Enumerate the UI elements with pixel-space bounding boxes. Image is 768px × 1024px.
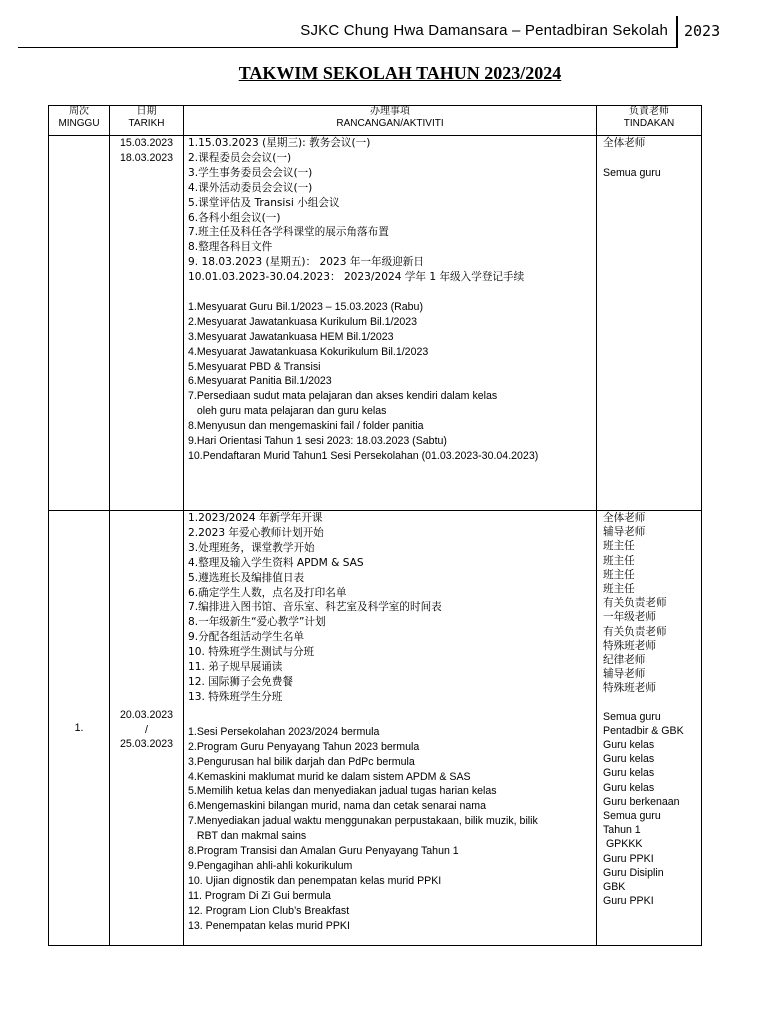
aktiviti-item-zh: 5.课堂评估及 Transisi 小组会议: [188, 196, 340, 209]
cell-aktiviti: [184, 136, 597, 511]
tindakan-item-ms: Guru PPKI: [603, 895, 654, 908]
tindakan-item-ms: GPKKK: [603, 838, 643, 851]
cell-aktiviti: [184, 511, 597, 946]
aktiviti-item-zh: 8.整理各科目文件: [188, 241, 273, 254]
aktiviti-item-zh: 8.一年级新生“爱心教学”计划: [188, 616, 326, 629]
tindakan-item-ms: Guru kelas: [603, 753, 655, 766]
header-year: 2023: [684, 22, 721, 40]
header-minggu: [49, 106, 110, 136]
header-tindakan-zh: 负責老师: [629, 106, 669, 117]
aktiviti-item-ms: 5.Mesyuarat PBD & Transisi: [188, 360, 321, 373]
tindakan-item-ms: Semua guru: [603, 810, 661, 823]
aktiviti-item-zh: 10. 特殊班学生测试与分班: [188, 646, 315, 659]
aktiviti-item-ms: 1.Mesyuarat Guru Bil.1/2023 – 15.03.2023 (Rabu): [188, 300, 423, 313]
header-school-name: SJKC Chung Hwa Damansara – Pentadbiran Sekolah: [300, 22, 668, 39]
aktiviti-item-ms: 8.Program Transisi dan Amalan Guru Penyayang Tahun 1: [188, 845, 459, 858]
tindakan-item-ms: Pentadbir & GBK: [603, 724, 684, 737]
cell-minggu: [49, 136, 110, 511]
tindakan-item-ms: Semua guru: [603, 710, 661, 723]
header-tindakan-ms: TINDAKAN: [623, 118, 675, 129]
tindakan-item-zh: 全体老师: [603, 137, 646, 149]
header-aktiviti-ms: RANCANGAN/AKTIVITI: [336, 118, 444, 129]
tindakan-item-ms: Guru kelas: [603, 739, 655, 752]
aktiviti-item-zh: 1.2023/2024 年新学年开课: [188, 512, 323, 524]
tarikh-line: 25.03.2023: [119, 738, 174, 750]
tindakan-item-ms: Guru kelas: [603, 781, 655, 794]
tarikh-line: 20.03.2023: [119, 709, 174, 721]
tarikh-line: 15.03.2023: [119, 137, 174, 149]
aktiviti-item-ms: 10. Ujian dignostik dan penempatan kelas murid PPKI: [188, 874, 442, 887]
aktiviti-item-ms: 10.Pendaftaran Murid Tahun1 Sesi Persekolahan (01.03.2023-30.04.2023): [188, 450, 539, 463]
header-tarikh-zh: 日期: [136, 106, 157, 117]
cell-tindakan: [597, 511, 702, 946]
aktiviti-item-ms: 2.Mesyuarat Jawatankuasa Kurikulum Bil.1/2023: [188, 315, 418, 328]
aktiviti-item-ms: 11. Program Di Zi Gui bermula: [188, 889, 331, 902]
aktiviti-gap: [188, 285, 596, 300]
aktiviti-gap: [188, 705, 596, 725]
tindakan-item-zh: 班主任: [603, 568, 635, 581]
aktiviti-item-zh: 7.编排进入图书馆、音乐室、科艺室及科学室的时间表: [188, 601, 442, 614]
aktiviti-item-zh: 10.01.03.2023-30.04.2023： 2023/2024 学年 1 年级入学登记手续: [188, 271, 525, 284]
aktiviti-item-ms: 9.Hari Orientasi Tahun 1 sesi 2023: 18.03.2023 (Sabtu): [188, 435, 447, 448]
aktiviti-item-zh: 13. 特殊班学生分班: [188, 690, 283, 703]
header-aktiviti-zh: 办理事項: [370, 106, 410, 117]
table-body: [49, 136, 702, 946]
aktiviti-item-ms: 7.Menyediakan jadual waktu menggunakan perpustakaan, bilik muzik, bilik: [188, 815, 538, 828]
tindakan-item-ms: Guru PPKI: [603, 852, 654, 865]
tindakan-item-zh: 班主任: [603, 554, 635, 567]
cell-tarikh: [110, 136, 184, 511]
aktiviti-item-zh: 12. 国际狮子会免费餐: [188, 675, 293, 688]
aktiviti-item-zh: 3.学生事务委员会会议(一): [188, 166, 313, 179]
table-row: [49, 511, 702, 946]
aktiviti-item-ms: 1.Sesi Persekolahan 2023/2024 bermula: [188, 725, 380, 738]
cell-minggu: [49, 511, 110, 946]
aktiviti-item-zh: 2.2023 年爱心教师计划开始: [188, 526, 324, 539]
header-minggu-ms: MINGGU: [58, 118, 100, 129]
tindakan-item-zh: 有关负责老师: [603, 597, 667, 610]
tindakan-item-zh: 班主任: [603, 540, 635, 553]
aktiviti-item-ms: 2.Program Guru Penyayang Tahun 2023 bermula: [188, 740, 420, 753]
tindakan-item-ms: Guru kelas: [603, 767, 655, 780]
table-row: [49, 136, 702, 511]
tarikh-line: /: [145, 723, 148, 736]
aktiviti-item-zh: 7.班主任及科任各学科课堂的展示角落布置: [188, 226, 389, 239]
aktiviti-item-ms: oleh guru mata pelajaran dan guru kelas: [188, 405, 387, 418]
cell-tarikh: [110, 511, 184, 946]
tindakan-item-ms: GBK: [603, 881, 626, 894]
aktiviti-item-ms: 9.Pengagihan ahli-ahli kokurikulum: [188, 859, 353, 872]
tindakan-item-zh: 辅导老师: [603, 668, 646, 681]
aktiviti-item-ms: 6.Mengemaskini bilangan murid, nama dan cetak senarai nama: [188, 800, 486, 813]
tindakan-item-zh: 全体老师: [603, 512, 646, 524]
tindakan-item-zh: 特殊班老师: [603, 639, 656, 652]
aktiviti-item-zh: 9. 18.03.2023 (星期五)： 2023 年一年级迎新日: [188, 256, 424, 269]
tindakan-gap: [603, 151, 701, 166]
aktiviti-item-zh: 3.处理班务，课堂教学开始: [188, 541, 315, 554]
aktiviti-item-ms: 13. Penempatan kelas murid PPKI: [188, 919, 350, 932]
tarikh-line: 18.03.2023: [119, 151, 174, 164]
tindakan-item-zh: 有关负责老师: [603, 625, 667, 638]
tindakan-item-ms: Tahun 1: [603, 824, 641, 837]
aktiviti-item-ms: 3.Mesyuarat Jawatankuasa HEM Bil.1/2023: [188, 330, 394, 343]
aktiviti-item-zh: 4.整理及输入学生资料 APDM & SAS: [188, 556, 364, 569]
aktiviti-item-ms: 7.Persediaan sudut mata pelajaran dan akses kendiri dalam kelas: [188, 390, 498, 403]
aktiviti-item-ms: 5.Memilih ketua kelas dan menyediakan jadual tugas harian kelas: [188, 785, 497, 798]
aktiviti-item-zh: 9.分配各组活动学生名单: [188, 631, 305, 644]
aktiviti-item-zh: 4.课外活动委员会会议(一): [188, 181, 313, 194]
tindakan-item-zh: 特殊班老师: [603, 682, 656, 695]
aktiviti-item-ms: 12. Program Lion Club’s Breakfast: [188, 904, 350, 917]
aktiviti-item-ms: RBT dan makmal sains: [188, 830, 307, 843]
tindakan-gap: [603, 696, 701, 710]
takwim-table: [48, 105, 702, 946]
aktiviti-item-zh: 6.确定学生人数，点名及打印名单: [188, 586, 347, 599]
header-tarikh-ms: TARIKH: [128, 118, 165, 129]
header-separator: [676, 16, 678, 48]
tindakan-item-zh: 纪律老师: [603, 654, 646, 667]
aktiviti-item-ms: 8.Menyusun dan mengemaskini fail / folder panitia: [188, 420, 424, 433]
header-aktiviti: [184, 106, 597, 136]
aktiviti-item-ms: 3.Pengurusan hal bilik darjah dan PdPc bermula: [188, 755, 415, 768]
page-header: [0, 14, 768, 48]
aktiviti-item-zh: 5.遵选班长及编排值日表: [188, 571, 305, 584]
aktiviti-item-zh: 6.各科小组会议(一): [188, 211, 281, 224]
tindakan-item-zh: 辅导老师: [603, 526, 646, 539]
cell-tindakan: [597, 136, 702, 511]
table-header-row: [49, 106, 702, 136]
aktiviti-item-zh: 11. 弟子规早展诵读: [188, 661, 283, 674]
tindakan-item-ms: Guru berkenaan: [603, 795, 680, 808]
document-title: TAKWIM SEKOLAH TAHUN 2023/2024: [238, 63, 562, 83]
aktiviti-item-zh: 1.15.03.2023 (星期三): 教务会议(一): [188, 137, 371, 149]
header-tarikh: [110, 106, 184, 136]
header-minggu-zh: 周次: [69, 106, 89, 117]
header-rule: [18, 47, 676, 48]
aktiviti-item-zh: 2.课程委员会会议(一): [188, 151, 292, 164]
minggu-value: 1.: [74, 722, 84, 734]
header-tindakan: [597, 106, 702, 136]
tindakan-item-zh: 一年级老师: [603, 611, 656, 624]
tindakan-item-zh: 班主任: [603, 583, 635, 596]
aktiviti-item-ms: 6.Mesyuarat Panitia Bil.1/2023: [188, 375, 332, 388]
aktiviti-item-ms: 4.Mesyuarat Jawatankuasa Kokurikulum Bil.1/2023: [188, 345, 429, 358]
aktiviti-item-ms: 4.Kemaskini maklumat murid ke dalam sistem APDM & SAS: [188, 770, 471, 783]
tindakan-item-ms: Guru Disiplin: [603, 866, 664, 879]
tindakan-item-ms: Semua guru: [603, 166, 661, 179]
